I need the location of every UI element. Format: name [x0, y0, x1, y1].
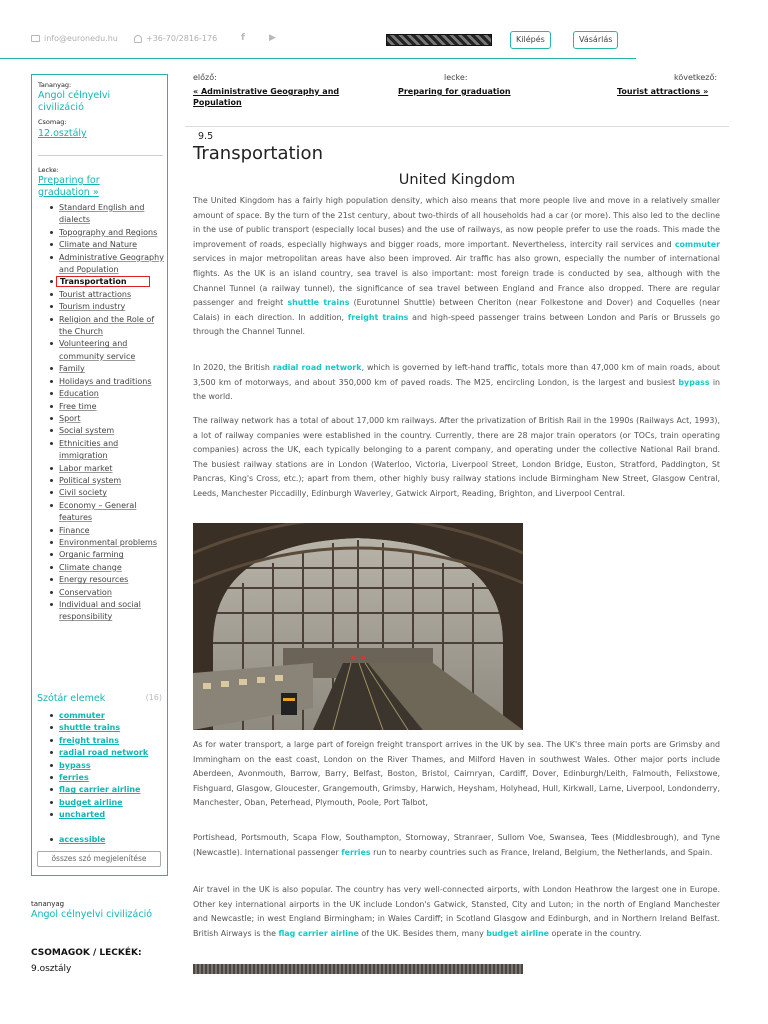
- lesson-item-label: Family: [59, 364, 85, 374]
- text: operate in the country.: [551, 928, 642, 938]
- purchase-button[interactable]: Vásárlás: [573, 31, 618, 49]
- lesson-item[interactable]: [48, 289, 166, 301]
- lesson-item[interactable]: [48, 500, 166, 525]
- lesson-item-label: Education: [59, 389, 99, 399]
- keyword-link[interactable]: ferries: [341, 847, 371, 857]
- lesson-item[interactable]: [48, 376, 166, 388]
- lesson-item-label: Holidays and traditions: [59, 376, 152, 386]
- paragraph-ports: As for water transport, a large part of foreign freight transport arrives in the UK by sea. The UK's three main ports are Grimsby and Immingham on the east coast, London on the River Thames, and Milford Haven in southwest Wales. Other major ports include Aberdeen, Avonmouth, Barrow, Barry, Belfast, Boston, Bristol, Cairnryan, Cardiff, Dover, Edinburgh/Leith, Falmouth, Felixstowe, Fishguard, Glasgow, Gloucester, Grangemouth, Grimsby, Harwich, Heysham, Holyhead, Hull, Kirkwall, Larne, Liverpool, Londonderry, Manchester, Oban, Peterhead, Plymouth, Poole, Port Talbot,: [193, 740, 720, 808]
- current-lesson-link[interactable]: Preparing for graduation: [398, 87, 511, 96]
- lesson-item[interactable]: [48, 363, 166, 375]
- lesson-item[interactable]: [48, 425, 166, 437]
- term-list: [48, 710, 166, 846]
- sidebar-divider: [38, 155, 163, 156]
- lesson-item-label: Climate and Nature: [59, 240, 138, 250]
- lesson-item[interactable]: [48, 475, 166, 487]
- text: services in major metropolitan areas have also been improved. Air traffic has also grown, especially the number of international flights. As the UK is an island country, sea travel is also important: most foreign trade is conducted by sea, although with the Channel Tunnel (a railway tunnel), the significance of sea travel between England and France also dropped. There are regular passenger and freight: [193, 254, 720, 308]
- lesson-item[interactable]: [48, 314, 166, 339]
- lesson-item[interactable]: [48, 388, 166, 400]
- lesson-item-label: Administrative Geography and Population: [59, 252, 164, 275]
- paragraph-railways: The railway network has a total of about 17,000 km railways. After the privatization of British Rail in the 1990s (Railways Act, 1993), a lot of railway companies were established in the country. Currently, there are 28 major train operators (or TOCs, train operating companies) across the UK, each typically belonging to a parent company, and operating under the collective National Rail brand. The busiest railway stations are in London (Waterloo, Victoria, Liverpool Street, London Bridge, Euston, Stratford, Paddington, St Pancras, King's Cross, etc.); apart from them, other highly busy railway stations include Birmingham New Street, Glasgow Central, Leeds, Manchester Piccadilly, Edinburgh Waverley, Gatwick Airport, Reading, Brighton, and Liverpool Central.: [193, 416, 720, 498]
- lesson-item-label: Climate change: [59, 562, 122, 572]
- szotar-label: Szótár elemek: [37, 693, 106, 704]
- lesson-item-label: Social system: [59, 426, 115, 436]
- text: and high-speed passenger trains between London and Paris or Brussels go through the Channel Tunnel.: [193, 312, 720, 337]
- lesson-item[interactable]: [48, 239, 166, 251]
- page-title: Transportation: [193, 143, 323, 164]
- lesson-number: 9.5: [198, 131, 214, 142]
- text: run to nearby countries such as France, Ireland, Belgium, the Netherlands, and Spain.: [373, 847, 713, 857]
- lesson-item[interactable]: [48, 562, 166, 574]
- text: In 2020, the British: [193, 363, 270, 372]
- paragraph-ferries: [193, 831, 720, 860]
- szotar-count: (16): [145, 693, 162, 702]
- tananyag-small-label: tananyag: [31, 900, 65, 908]
- lesson-item-label: Organic farming: [59, 550, 124, 560]
- keyword-link[interactable]: flag carrier airline: [278, 928, 359, 938]
- next-label: következő:: [674, 73, 718, 82]
- lesson-item[interactable]: [48, 301, 166, 313]
- tananyag-small-value[interactable]: Angol célnyelvi civilizáció: [31, 909, 153, 920]
- lesson-item[interactable]: [48, 413, 166, 425]
- keyword-link[interactable]: freight trains: [347, 312, 409, 322]
- keyword-link[interactable]: shuttle trains: [287, 298, 350, 308]
- logout-button[interactable]: Kilépés: [510, 31, 551, 49]
- keyword-link[interactable]: commuter: [674, 239, 720, 249]
- envelope-icon: [31, 35, 40, 42]
- tananyag-label: Tananyag:: [38, 81, 72, 89]
- text: Air travel in the UK is also popular. The country has very well-connected airports, with London Heathrow the largest one in Europe. Other key international airports in the UK include London's Gatwick, Stansted, City and Luton; in the north of England Manchester and Newcastle; in west England Birmingham; in Wales Cardiff; in Scotland Glasgow and Edinburgh, and in Northern Ireland Belfast. British Airways is the: [193, 885, 720, 938]
- lesson-item[interactable]: [48, 463, 166, 475]
- glossary-term[interactable]: commuter: [48, 710, 166, 722]
- keyword-link[interactable]: bypass: [678, 377, 710, 387]
- lesson-item-label: Civil society: [59, 488, 108, 498]
- lesson-item-label: Tourism industry: [59, 302, 126, 312]
- headset-icon: [134, 35, 142, 43]
- top-divider: [0, 58, 636, 59]
- show-all-words-button[interactable]: összes szó megjelenítése: [37, 851, 161, 867]
- lesson-item-label: Ethnicities and immigration: [59, 438, 119, 461]
- lesson-item-label: Environmental problems: [59, 537, 158, 547]
- paragraph-intro: [193, 194, 720, 340]
- lesson-item[interactable]: [48, 438, 166, 463]
- lesson-item-label: Transportation: [56, 276, 150, 287]
- glossary-term[interactable]: shuttle trains: [48, 722, 166, 734]
- facebook-icon[interactable]: f: [241, 33, 245, 43]
- lesson-item[interactable]: [48, 202, 166, 227]
- glossary-term[interactable]: uncharted: [48, 809, 166, 821]
- phone-contact[interactable]: [134, 34, 217, 43]
- email-contact[interactable]: [31, 34, 118, 43]
- lesson-list: [48, 202, 166, 624]
- packages-heading: CSOMAGOK / LECKÉK:: [31, 948, 142, 958]
- lesson-item[interactable]: [48, 338, 166, 363]
- glossary-term[interactable]: budget airline: [48, 797, 166, 809]
- lesson-item-label: Religion and the Role of the Church: [59, 314, 155, 337]
- lesson-item-label: Volunteering and community service: [59, 339, 136, 361]
- phone-text: +36-70/2816-176: [146, 34, 218, 43]
- lesson-item-label: Labor market: [59, 463, 113, 473]
- second-photo-top: [193, 964, 523, 974]
- email-text: info@euronedu.hu: [44, 34, 118, 43]
- lesson-item[interactable]: [48, 599, 166, 624]
- lesson-item-label: Energy resources: [59, 575, 129, 585]
- glossary-term[interactable]: flag carrier airline: [48, 784, 166, 796]
- text: (Eurotunnel Shuttle) between Cheriton (near Folkestone and Dover) and Coquelles (near Calais) in each direction. In addition,: [193, 298, 721, 322]
- glossary-term[interactable]: ferries: [48, 772, 166, 784]
- lesson-item[interactable]: [48, 487, 166, 499]
- lesson-item-label: Political system: [59, 475, 122, 485]
- lecke-link[interactable]: Preparing for graduation »: [38, 175, 100, 198]
- redacted-user-box: [386, 34, 492, 46]
- lesson-item[interactable]: [48, 574, 166, 586]
- glossary-term[interactable]: accessible: [48, 834, 166, 846]
- youtube-icon[interactable]: ▶: [269, 33, 276, 43]
- lesson-item[interactable]: [48, 525, 166, 537]
- section-subtitle: United Kingdom: [398, 172, 516, 188]
- content-divider: [185, 126, 729, 127]
- paragraph-air: [193, 883, 720, 941]
- lesson-item-label: Conservation: [59, 587, 112, 597]
- lesson-item-label: Free time: [59, 401, 97, 411]
- text: in the world.: [193, 377, 721, 402]
- lesson-item-label: Individual and social responsibility: [59, 600, 141, 622]
- lesson-item-label: Economy – General features: [59, 500, 137, 523]
- text: , which is governed by left-hand traffic, totals more than 47,000 km of main roads, about 3,500 km of motorways, and about 350,000 km of paved roads. The M25, encircling London, is the largest and busiest: [193, 363, 721, 387]
- lesson-item[interactable]: [48, 587, 166, 599]
- lesson-item-label: Standard English and dialects: [59, 203, 145, 225]
- paragraph-roads: [193, 361, 720, 405]
- keyword-link[interactable]: budget airline: [486, 928, 550, 938]
- lesson-item-label: Tourist attractions: [59, 289, 132, 299]
- lecke-label: Lecke:: [38, 166, 59, 174]
- lesson-item-label: Topography and Regions: [59, 227, 158, 237]
- prev-lesson-link[interactable]: « Administrative Geography and Population: [193, 87, 340, 107]
- station-photo: [193, 523, 523, 730]
- csomag-label: Csomag:: [38, 118, 67, 126]
- lesson-item-label: Sport: [59, 413, 81, 423]
- lesson-label: lecke:: [444, 73, 468, 82]
- package-item[interactable]: 9.osztály: [31, 964, 72, 974]
- next-lesson-link[interactable]: Tourist attractions »: [617, 87, 709, 96]
- lesson-item[interactable]: [48, 537, 166, 549]
- lesson-item[interactable]: [48, 276, 166, 288]
- glossary-term[interactable]: freight trains: [48, 735, 166, 747]
- top-bar: [0, 0, 768, 60]
- csomag-link[interactable]: 12.osztály: [38, 128, 87, 139]
- keyword-link[interactable]: radial road network: [272, 363, 362, 372]
- lesson-item[interactable]: [48, 227, 166, 239]
- lesson-item[interactable]: [48, 549, 166, 561]
- text: of the UK. Besides them, many: [361, 928, 484, 938]
- lesson-item-label: Finance: [59, 525, 90, 535]
- text: Portishead, Portsmouth, Scapa Flow, Southampton, Stornoway, Stranraer, Sullom Voe, Swansea, Tees (Middlesbrough), and Tyne (Newcastle). International passenger: [193, 833, 720, 857]
- lesson-item[interactable]: [48, 401, 166, 413]
- prev-label: előző:: [193, 73, 217, 82]
- text: The United Kingdom has a fairly high population density, which also means that more people live and move in a relatively smaller amount of space. By the turn of the 21st century, about two-thirds of all households had a car (or more). This also led to the decline in the use of public transport (especially local buses) and the use of railways, as now people prefer to use the roads. This made the improvement of roads, especially highways and bigger roads, more important. Nevertheless, intercity rail services and: [193, 196, 720, 249]
- glossary-term[interactable]: radial road network: [48, 747, 166, 759]
- tananyag-value[interactable]: Angol célnyelvi civilizáció: [38, 90, 111, 113]
- glossary-term[interactable]: bypass: [48, 760, 166, 772]
- lesson-item[interactable]: [48, 252, 166, 277]
